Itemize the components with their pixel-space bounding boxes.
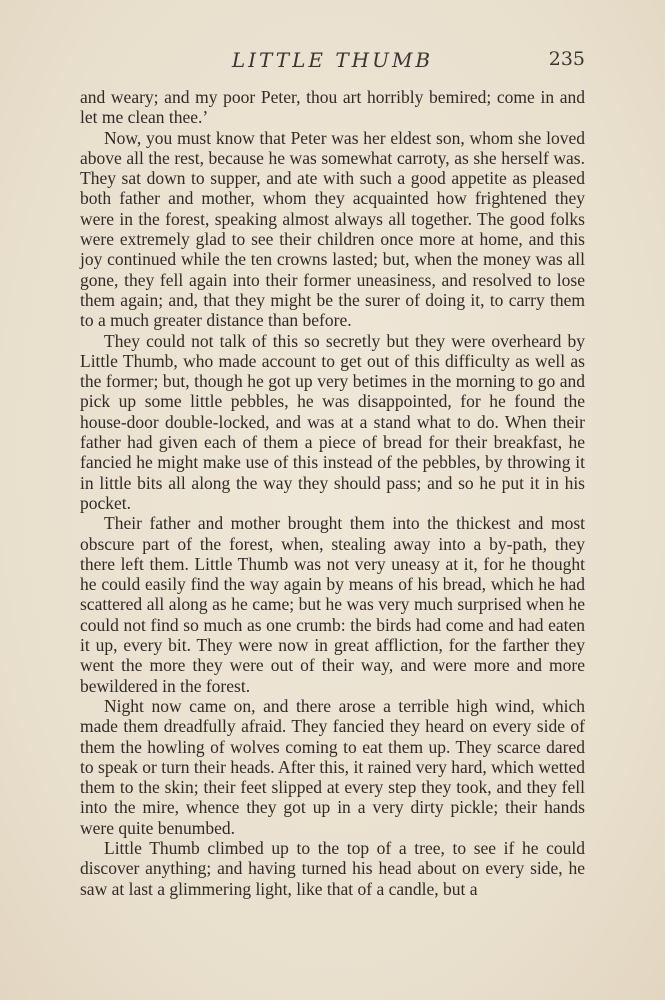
paragraph-6: Little Thumb climbed up to the top of a tree, to see if he could discover anything; and having turned his head about on every side, he saw at last a glimmering light, like that of a candle, but a [80,837,585,899]
page-number: 235 [548,48,585,70]
paragraph-3: They could not talk of this so secretly but they were overheard by Little Thumb, who made account to get out of this difficulty as well as the former; but, though he got up very betimes in the morning to go and pick up some little pebbles, he was disappointed, for he found the house-door double-locked, and was at a stand what to do. When their father had given each of them a piece of bread for their breakfast, he fancied he might make use of this instead of the pebbles, by throwing it in little bits all along the way they should pass; and so he put it in his pocket. [80,330,585,513]
paragraph-5: Night now came on, and there arose a terrible high wind, which made them dreadfully afraid. They fancied they heard on every side of them the howling of wolves coming to eat them up. They scarce dared to speak or turn their heads. After this, it rained very hard, which wetted them to the skin; their feet slipped at every step they took, and they fell into the mire, whence they got up in a very dirty pickle; their hands were quite benumbed. [80,695,585,838]
paragraph-2: Now, you must know that Peter was her eldest son, whom she loved above all the rest, because he was somewhat carroty, as she herself was. They sat down to supper, and ate with such a good appetite as pleased both father and mother, whom they acquainted how frightened they were in the forest, speaking almost always all together. The good folks were extremely glad to see their children once more at home, and this joy continued while the ten crowns lasted; but, when the money was all gone, they fell again into their former uneasiness, and resolved to lose them again; and, that they might be the surer of doing it, to carry them to a much greater distance than before. [80,127,585,331]
running-title: LITTLE THUMB [231,48,434,72]
paragraph-4: Their father and mother brought them into the thickest and most obscure part of the forest, when, stealing away into a by-path, they there left them. Little Thumb was not very uneasy at it, for he thought he could easily find the way again by means of his bread, which he had scattered all along as he came; but he was very much surprised when he could not find so much as one crumb: the birds had come and had eaten it up, every bit. They were now in great affliction, for the farther they went the more they were out of their way, and were more and more bewildered in the forest. [80,513,585,696]
paragraph-1: and weary; and my poor Peter, thou art horribly bemired; come in and let me clean thee.’ [80,87,585,128]
page-header [80,48,585,76]
body-text [80,87,585,899]
